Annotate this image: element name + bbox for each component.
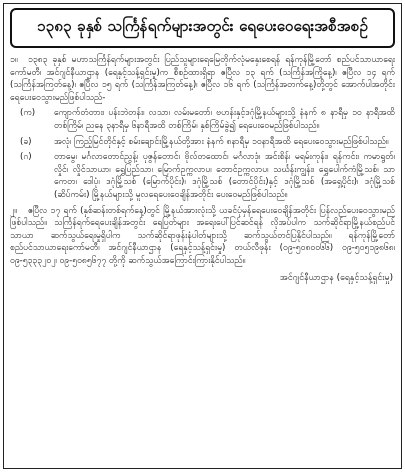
list-item-text: တာမွေ၊ မင်္ဂလာတောင်ညွန့်၊ ပုဇွန်တောင်၊ ဗိုလ်တထောင်၊ မင်္ဂလာဒုံ၊ အင်းစိန်၊ မရမ်းကုန်း၊ ရန်ကင်း၊ ကမာရွတ်၊ လှိုင်၊ လှိုင်သာယာ၊ ရွှေပြည်သာ၊ မြောက်ဥက္ကလာပ၊ တောင်ဥက္ကလာပ၊ သင်္ဃန်းကျွန်း၊ ရွှေပေါက်ကံမြို့သစ်၊ သာကေတ၊ ဒေါပုံ၊ ဒဂုံမြို့သစ် (မြောက်ပိုင်း)၊ ဒဂုံမြို့သစ် (တောင်ပိုင်း)နှင့် ဒဂုံမြို့သစ် (အရှေ့ပိုင်း)၊ ဒဂုံမြို့သစ် (ဆိပ်ကမ်း) မြို့နယ်များသို့ မူလရေပေးဝေချိန်အတိုင်း ပေးဝေမည်ဖြစ်ပါသည်။ [54, 152, 395, 200]
paragraph2-text: ဧပြီလ ၁၇ ရက် (နှစ်ဆန်းတစ်ရက်နေ့)တွင် မြို့နယ်အားလုံးသို့ ယခင်ပုံမှန်ရေပေးဝေချိန်အတိုင်း ပြန်လည်ပေးဝေသွားမည်ဖြစ်ပါသည်။ သင်္ကြန်ရက်ရေပေးချိန်အတွင်း ရေပြတ်များ အရေးပေါ်ပြင်ဆင်ရန် လိုအပ်ပါက သက်ဆိုင်ရာမြို့နယ်စည်ပင်သာယာ ဆက်သွယ်ရေးမှုရှိပါက သက်ဆိုင်ရာဖုန်းနံပါတ်များသို့ ဆက်သွယ်တင်ပြနိုင်ပါသည်။ ရန်ကုန်မြို့တော်စည်ပင်သာယာရေးကော်မတီ၊ အင်ဂျင်နီယာဌာန (ရေနှင့်သန့်ရှင်းမှု) တယ်လီဖုန်း (၀၉-၅၀၈၀၀၆၆) ၀၉-၅၀၅၁၉၈၆၈၊ ၀၉-၅၃၃၃၂၀၂၊ ၀၉-၅၀၈၅၆၇၇ တို့ကို ဆက်သွယ်အကြောင်းကြားနိုင်ပါသည်။ [10, 205, 395, 266]
list-item-ka [10, 107, 395, 132]
list-item-label: (က) [20, 108, 36, 119]
list-item-label: (ဂ) [20, 152, 32, 163]
list-item-text: ကျောက်တံတား၊ ပန်းဘဲတန်း၊ လသာ၊ လမ်းမတော်၊ ဗဟန်းနှင့်ဒဂုံမြို့နယ်များသို့ နံနက် ၈ နာရီမှ ၁၀ နာရီအထိ တစ်ကြိမ်၊ ညနေ ၃နာရီမှ ၆နာရီအထိ တစ်ကြိမ်၊ နှစ်ကြိမ်ခွဲ၍ ရေပေးဝေမည်ဖြစ်ပါသည်။ [54, 108, 395, 131]
paragraph2-number: ၂။ [10, 205, 17, 216]
list-item-label: (ခ) [20, 136, 32, 147]
list-item-ga [10, 151, 395, 201]
intro-text: ၁၃၈၃ ခုနှစ် မဟာသင်္ကြန်ရက်များအတွင်း ပြည်သူများရေမြေတိုက်လုံမနှေးစေရန် ရန်ကုန်မြို့တော် စည်ပင်သာယာရေးကော်မတီ၊ အင်ဂျင်နီယာဌာန (ရေနှင့်သန့်ရှင်းမှု)က စီစဉ်ထားရှိရာ ဧပြီလ ၁၃ ရက် (သင်္ကြန်အကြိုနေ့)၊ ဧပြီလ ၁၄ ရက် (သင်္ကြန်အကြတ်နေ့)၊ ဧပြီလ ၁၅ ရက် (သင်္ကြန်အကြတ်နေ့)၊ ဧပြီလ ၁၆ ရက် (သင်္ကြန်အတက်နေ့)တို့တွင် အောက်ပါအတိုင်း ရေပေးဝေသွားမည်ဖြစ်ပါသည်- [10, 55, 395, 103]
second-paragraph [10, 205, 395, 268]
list-item-kha [10, 136, 395, 149]
announcement-body [10, 54, 395, 284]
title-box [10, 8, 395, 48]
announcement-title: ၁၃၈၃ ခုနှစ် သင်္ကြန်ရက်များအတွင်း ရေပေးဝေရေးအစီအစဉ် [36, 17, 369, 35]
signature: အင်ဂျင်နီယာဌာန (ရေနှင့်သန့်ရှင်းမှု) [279, 272, 393, 283]
list-item-text: အလုံ၊ ကြည့်မြင်တိုင်နှင့် စမ်းချောင်းမြို့နယ်တို့အား နံနက် ၈နာရီမှ ၁၀နာရီအထိ ရေပေးဝေသွားမည်ဖြစ်ပါသည်။ [54, 136, 389, 147]
intro-number: ၁။ [10, 55, 18, 65]
announcement-page [3, 3, 402, 469]
intro-paragraph [10, 54, 395, 104]
